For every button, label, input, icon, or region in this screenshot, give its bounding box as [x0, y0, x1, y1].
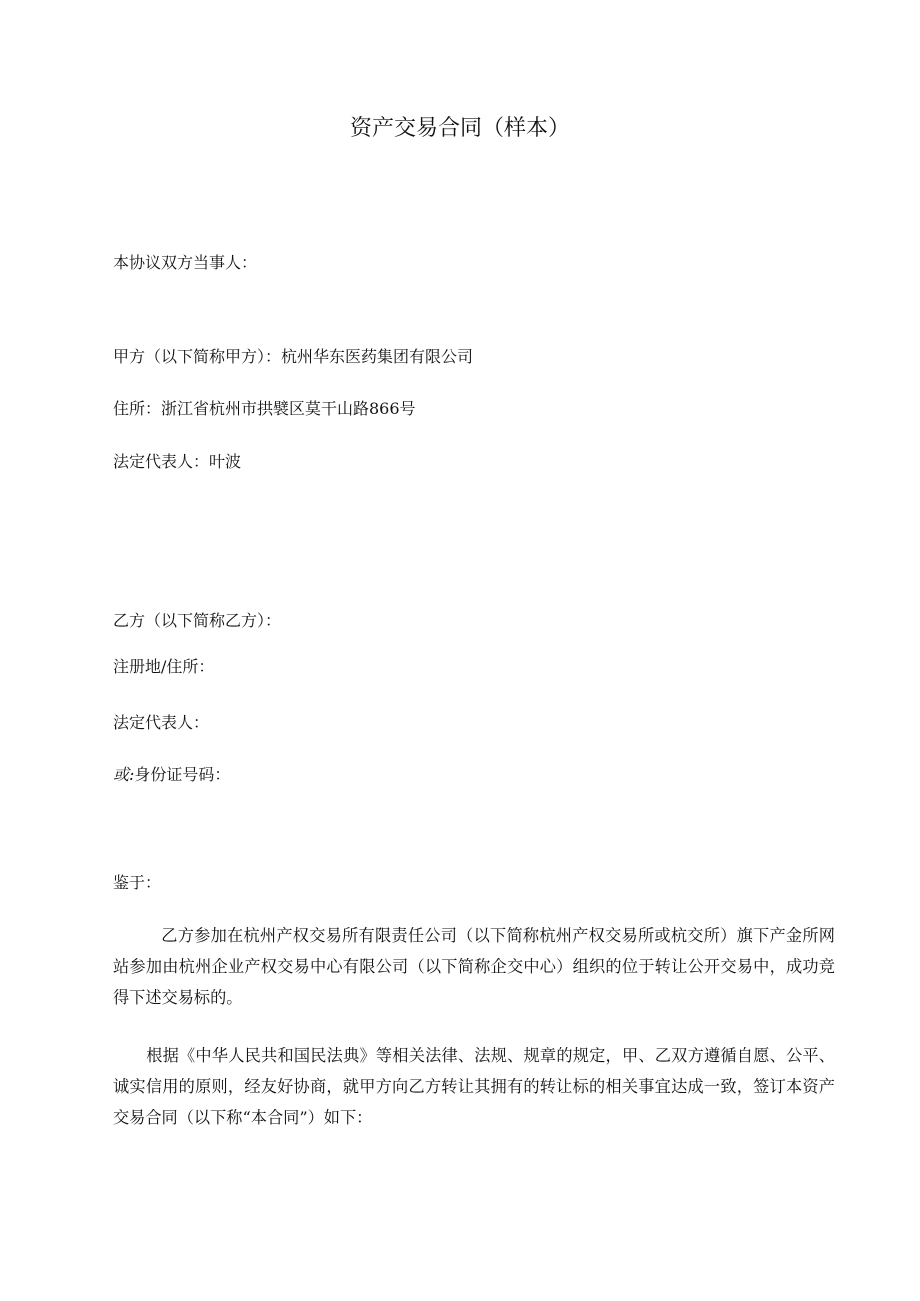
- party-b-id-number: [113, 764, 230, 786]
- paragraph-1: [113, 920, 835, 1013]
- party-a-representative: 法定代表人：叶波: [113, 452, 242, 471]
- parties-intro: 本协议双方当事人：: [113, 253, 258, 272]
- paragraph-1-text: 乙方参加在杭州产权交易所有限责任公司（以下简称杭州产权交易所或杭交所）旗下产金所网站参加由杭州企业产权交易中心有限公司（以下简称企交中心）组织的位于转让公开交易中，成功竞得下述交易标的。: [113, 926, 835, 1007]
- paragraph-2-text: 根据《中华人民共和国民法典》等相关法律、法规、规章的规定，甲、乙双方遵循自愿、公平、诚实信用的原则，经友好协商，就甲方向乙方转让其拥有的转让标的相关事宜达成一致，签订本资产交易合同（以下称“本合同”）如下：: [113, 1046, 835, 1127]
- document-title: 资产交易合同（样本）: [349, 116, 570, 141]
- paragraph-2: [113, 1040, 835, 1133]
- whereas-heading: 鉴于：: [113, 873, 162, 892]
- party-a-address: 住所：浙江省杭州市拱襞区莫干山路866号: [113, 399, 416, 418]
- party-b-name: 乙方（以下简称乙方）：: [113, 611, 282, 630]
- party-b-address: 注册地/住所：: [113, 657, 215, 676]
- id-label: 身份证号码：: [134, 765, 231, 784]
- party-a-name: 甲方（以下简称甲方）：杭州华东医药集团有限公司: [113, 347, 474, 366]
- id-prefix: 或:: [113, 765, 135, 784]
- party-b-representative: 法定代表人：: [113, 713, 210, 732]
